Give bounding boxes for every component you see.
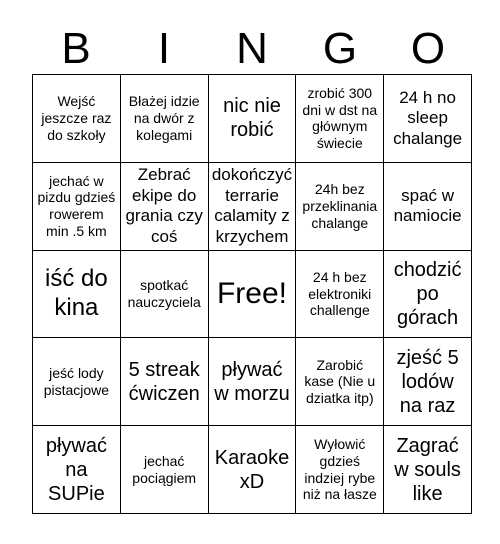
bingo-grid bbox=[32, 74, 472, 514]
header-letter-b: B bbox=[61, 24, 91, 73]
header-letter-o: O bbox=[410, 24, 446, 73]
bingo-cell[interactable]: spać w namiocie bbox=[384, 163, 472, 251]
header-letter-n: N bbox=[236, 24, 268, 73]
bingo-cell[interactable]: chodzić po górach bbox=[384, 251, 472, 339]
bingo-cell[interactable]: 24h bez przeklinania chalange bbox=[296, 163, 384, 251]
bingo-cell[interactable]: Wyłowić gdzieś indziej rybe niż na łasze bbox=[296, 426, 384, 514]
bingo-cell[interactable]: zjeść 5 lodów na raz bbox=[384, 338, 472, 426]
bingo-cell[interactable]: spotkać nauczyciela bbox=[121, 251, 209, 339]
bingo-cell[interactable]: jechać pociągiem bbox=[121, 426, 209, 514]
bingo-cell[interactable]: zrobić 300 dni w dst na głównym świecie bbox=[296, 75, 384, 163]
bingo-cell[interactable]: nic nie robić bbox=[209, 75, 297, 163]
bingo-cell[interactable]: pływać na SUPie bbox=[33, 426, 121, 514]
header-letter-i: I bbox=[157, 24, 171, 73]
bingo-cell[interactable]: 24 h bez elektroniki challenge bbox=[296, 251, 384, 339]
bingo-cell[interactable]: jeść lody pistacjowe bbox=[33, 338, 121, 426]
bingo-header bbox=[32, 24, 472, 74]
bingo-cell[interactable]: iść do kina bbox=[33, 251, 121, 339]
bingo-cell[interactable]: Zagrać w souls like bbox=[384, 426, 472, 514]
bingo-cell[interactable]: dokończyć terrarie calamity z krzychem bbox=[209, 163, 297, 251]
bingo-cell[interactable]: jechać w pizdu gdzieś rowerem min .5 km bbox=[33, 163, 121, 251]
free-space-cell[interactable]: Free! bbox=[209, 251, 297, 339]
bingo-cell[interactable]: Zarobić kase (Nie u dziatka itp) bbox=[296, 338, 384, 426]
bingo-cell[interactable]: pływać w morzu bbox=[209, 338, 297, 426]
header-letter-g: G bbox=[322, 24, 358, 73]
bingo-cell[interactable]: Karaoke xD bbox=[209, 426, 297, 514]
bingo-cell[interactable]: 5 streak ćwiczen bbox=[121, 338, 209, 426]
bingo-cell[interactable]: Zebrać ekipe do grania czy coś bbox=[121, 163, 209, 251]
bingo-cell[interactable]: Wejść jeszcze raz do szkoły bbox=[33, 75, 121, 163]
bingo-cell[interactable]: 24 h no sleep chalange bbox=[384, 75, 472, 163]
bingo-cell[interactable]: Błażej idzie na dwór z kolegami bbox=[121, 75, 209, 163]
